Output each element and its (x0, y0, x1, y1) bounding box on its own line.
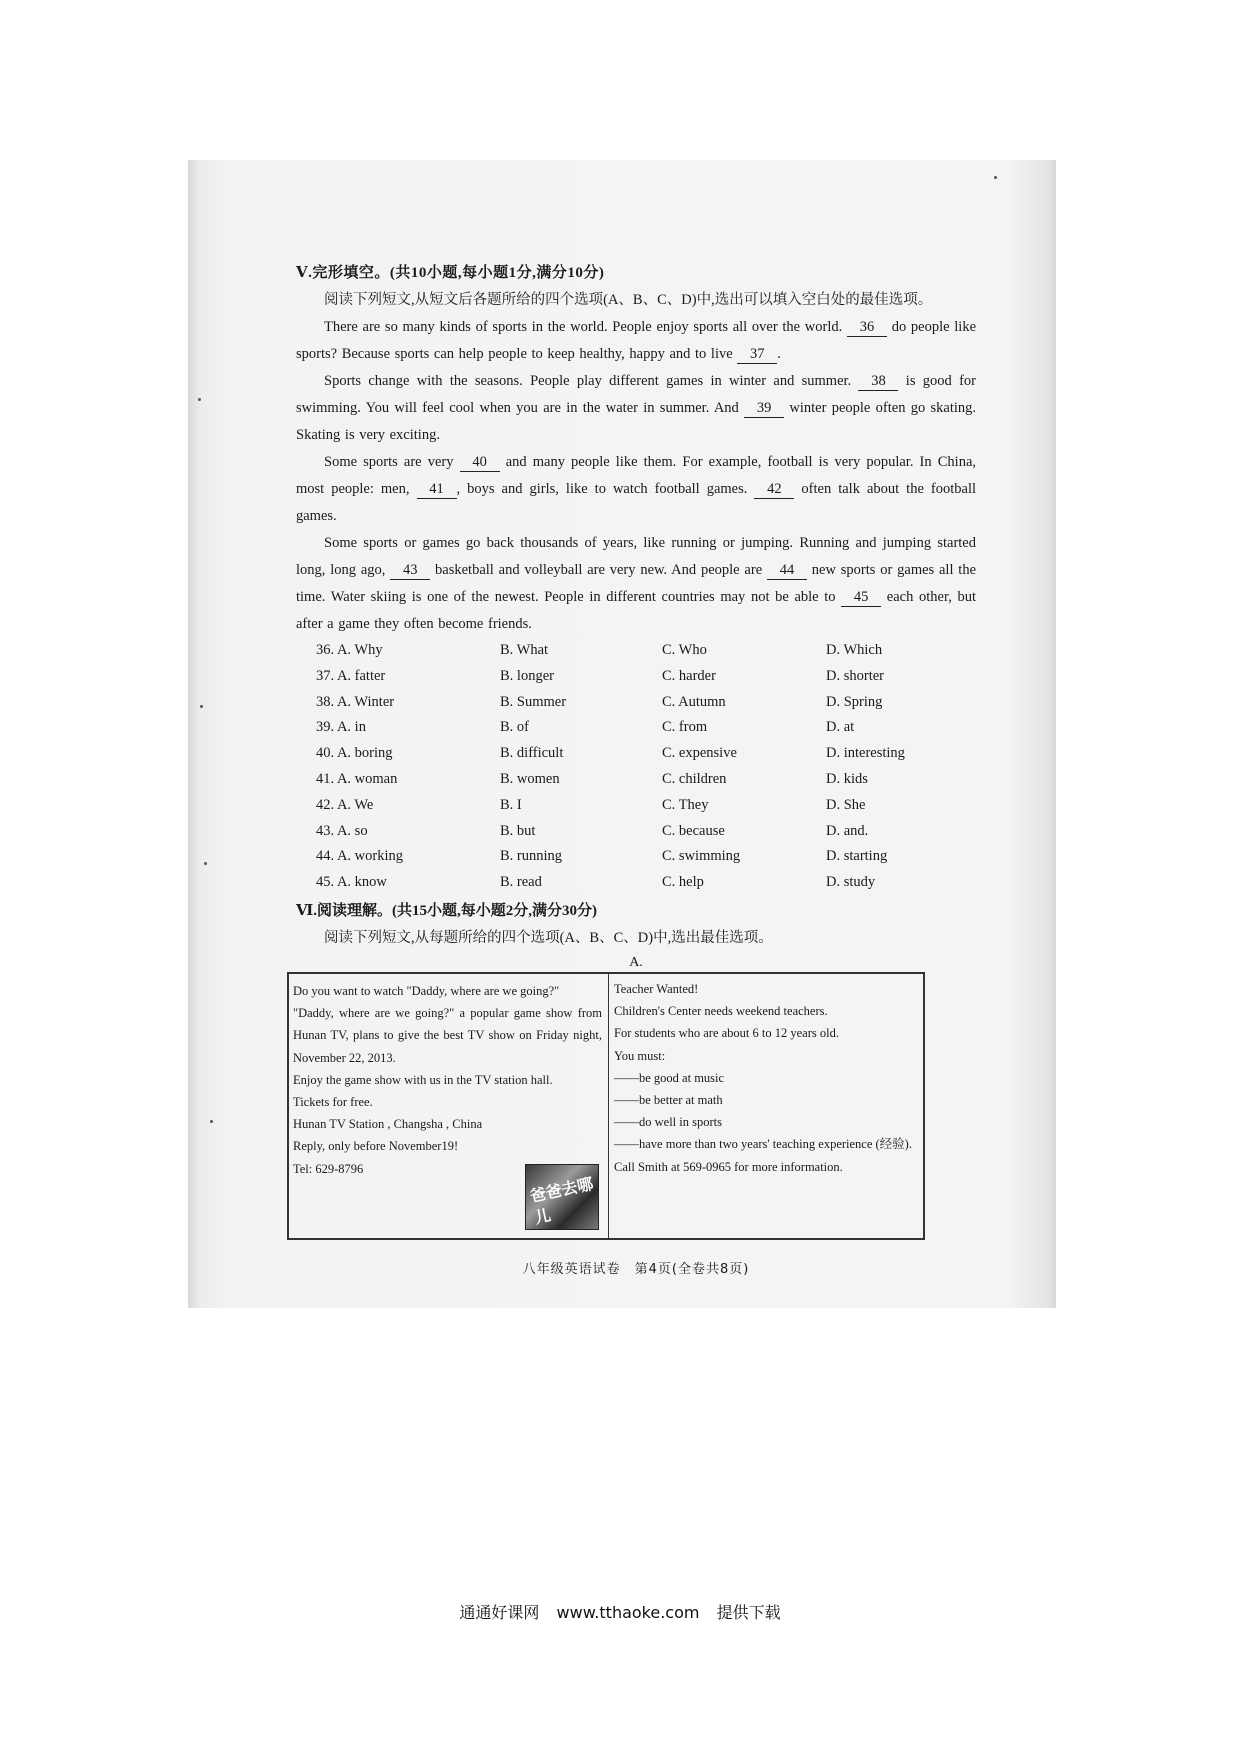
site-url[interactable]: www.tthaoke.com (556, 1603, 700, 1622)
passage-paragraph: Sports change with the seasons. People play different games in winter and summer. 38 is good for swimming. You will feel cool when you are in the water in summer. And 39 winter people often go skating. Skating is very exciting. (296, 373, 977, 443)
blank-44: 44 (767, 561, 807, 580)
section5-instruction: 阅读下列短文,从短文后各题所给的四个选项(A、B、C、D)中,选出可以填入空白处的最佳选项。 (324, 292, 933, 308)
site-footer-text: 提供下载 (716, 1603, 781, 1622)
passage-paragraph: Some sports are very 40 and many people like them. For example, football is very popular. In China, most people: men, 41 , boys and girls, like to watch football games. 42 often talk about the football games. (296, 454, 977, 524)
passage-paragraph: Some sports or games go back thousands of years, like running or jumping. Running and jumping started long, long ago, 43 basketball and volleyball are very new. And people are 44 new sports or games all the time. Water skiing is one of the newest. People in different countries may not be able to 45 each other, but after a game they often become friends. (296, 535, 977, 632)
option-row: 38. A. Winter B. Summer C. Autumn D. Spring (316, 693, 883, 710)
blank-43: 43 (390, 561, 430, 580)
scanned-exam-page (188, 160, 1056, 1308)
ad-line: Teacher Wanted! (614, 982, 699, 996)
ad-line: ——be good at music (614, 1070, 725, 1085)
reading-a-ads-box (287, 972, 925, 1240)
ad-line: For students who are about 6 to 12 years old. (614, 1026, 839, 1041)
ad-line: Do you want to watch "Daddy, where are we going?" (293, 984, 560, 998)
passage-paragraph: There are so many kinds of sports in the world. People enjoy sports all over the world. 36 do people like sports? Because sports can help people to keep healthy, happy and to live 37 . (296, 319, 977, 362)
exam-content (296, 260, 976, 972)
site-footer (0, 1600, 1240, 1623)
blank-37: 37 (737, 345, 777, 364)
section6-instruction: 阅读下列短文,从每题所给的四个选项(A、B、C、D)中,选出最佳选项。 (324, 929, 773, 946)
answer-options (316, 638, 976, 896)
option-row: 42. A. We B. I C. They D. She (316, 796, 866, 813)
ad-line: Reply, only before November19! (293, 1139, 459, 1154)
option-row: 43. A. so B. but C. because D. and. (316, 822, 869, 839)
blank-40: 40 (460, 453, 500, 472)
exam-page-footer: 八年级英语试卷 第4页(全卷共8页) (522, 1262, 750, 1277)
tv-show-ad (289, 974, 609, 1238)
option-row: 41. A. woman B. women C. children D. kids (316, 770, 868, 787)
option-row: 45. A. know B. read C. help D. study (316, 874, 876, 891)
blank-39: 39 (744, 399, 784, 418)
section5-title: Ⅴ.完形填空。(共10小题,每小题1分,满分10分) (296, 265, 605, 281)
option-row: 44. A. working B. running C. swimming D. starting (316, 848, 888, 865)
ad-line: "Daddy, where are we going?" a popular game show from Hunan TV, plans to give the best TV show on Friday night, November 22, 2013. (293, 1006, 602, 1065)
ad-line: Call Smith at 569-0965 for more information. (614, 1159, 843, 1174)
option-row: 37. A. fatter B. longer C. harder D. shorter (316, 667, 884, 684)
part-a-label: A. (629, 954, 643, 970)
poster-text: 爸爸去哪儿 (528, 1174, 595, 1228)
blank-36: 36 (847, 318, 887, 337)
ad-line: Children's Center needs weekend teachers. (614, 1004, 828, 1019)
option-row: 39. A. in B. of C. from D. at (316, 719, 855, 736)
option-row: 40. A. boring B. difficult C. expensive D. interesting (316, 745, 905, 762)
blank-45: 45 (841, 588, 881, 607)
ad-line: ——do well in sports (614, 1115, 722, 1130)
ad-line: Tel: 629-8796 (293, 1161, 364, 1176)
site-name: 通通好课网 (459, 1603, 540, 1622)
blank-42: 42 (754, 480, 794, 499)
section6-title: Ⅵ.阅读理解。(共15小题,每小题2分,满分30分) (296, 902, 597, 919)
blank-41: 41 (417, 480, 457, 499)
ad-line: You must: (614, 1048, 666, 1063)
ad-line: ——have more than two years' teaching experience (经验). (614, 1137, 912, 1152)
ad-line: ——be better at math (614, 1093, 723, 1108)
show-poster-image (525, 1164, 599, 1230)
ad-line: Tickets for free. (293, 1095, 373, 1110)
teacher-wanted-ad (609, 974, 923, 1238)
ad-line: Enjoy the game show with us in the TV station hall. (293, 1072, 553, 1087)
ad-line: Hunan TV Station , Changsha , China (293, 1117, 483, 1132)
option-row: 36. A. Why B. What C. Who D. Which (316, 642, 883, 658)
blank-38: 38 (858, 372, 898, 391)
